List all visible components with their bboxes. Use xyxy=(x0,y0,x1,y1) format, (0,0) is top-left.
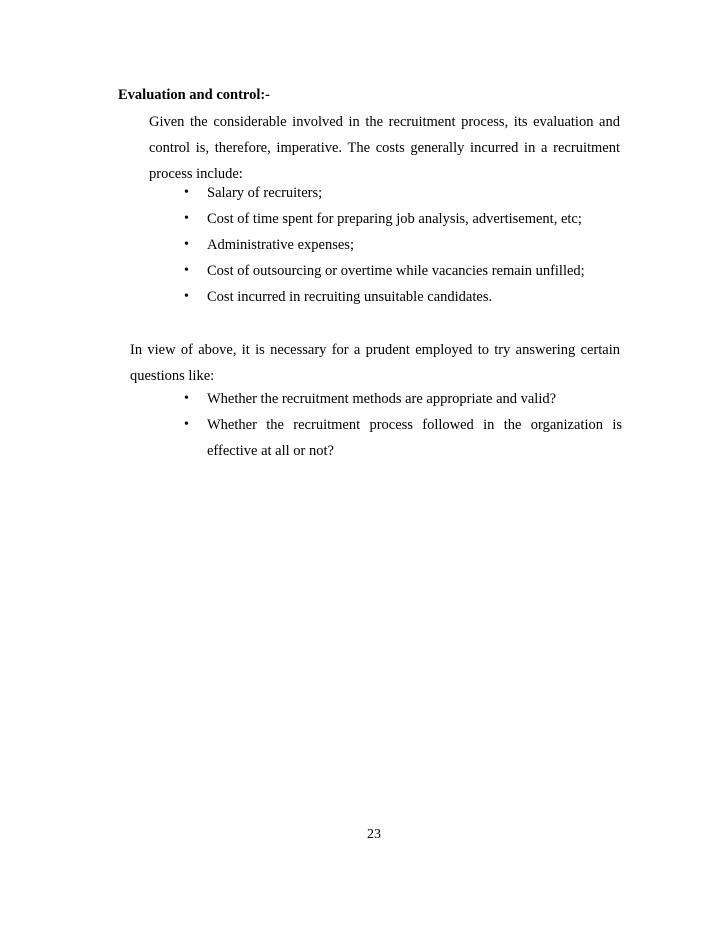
bullet-icon: • xyxy=(184,263,189,278)
list-item-text: Administrative expenses; xyxy=(207,237,354,253)
list-item-text: Whether the recruitment methods are appropriate and valid? xyxy=(207,391,557,407)
list-item xyxy=(182,412,622,464)
followup-paragraph: In view of above, it is necessary for a prudent employed to try answering certain questions like: xyxy=(130,342,620,384)
list-item xyxy=(182,258,622,284)
list-item-text: Cost incurred in recruiting unsuitable candidates. xyxy=(207,289,493,305)
bullet-icon: • xyxy=(184,417,189,432)
question-list xyxy=(182,386,622,464)
list-item xyxy=(182,284,622,310)
section-heading: Evaluation and control:- xyxy=(118,87,271,103)
bullet-icon: • xyxy=(184,185,189,200)
list-item-text: Whether the recruitment process followed in the organization is effective at all or not? xyxy=(207,417,622,459)
list-item xyxy=(182,206,622,232)
list-item xyxy=(182,386,622,412)
bullet-icon: • xyxy=(184,211,189,226)
list-item-text: Cost of outsourcing or overtime while vacancies remain unfilled; xyxy=(207,263,585,279)
page-number: 23 xyxy=(367,827,381,842)
cost-list xyxy=(182,180,622,310)
list-item-text: Salary of recruiters; xyxy=(207,185,323,201)
list-item xyxy=(182,180,622,206)
list-item-text: Cost of time spent for preparing job analysis, advertisement, etc; xyxy=(207,211,582,227)
intro-paragraph: Given the considerable involved in the recruitment process, its evaluation and control is, therefore, imperative. The costs generally incurred in a recruitment process include: xyxy=(149,114,620,182)
list-item xyxy=(182,232,622,258)
bullet-icon: • xyxy=(184,237,189,252)
bullet-icon: • xyxy=(184,391,189,406)
bullet-icon: • xyxy=(184,289,189,304)
